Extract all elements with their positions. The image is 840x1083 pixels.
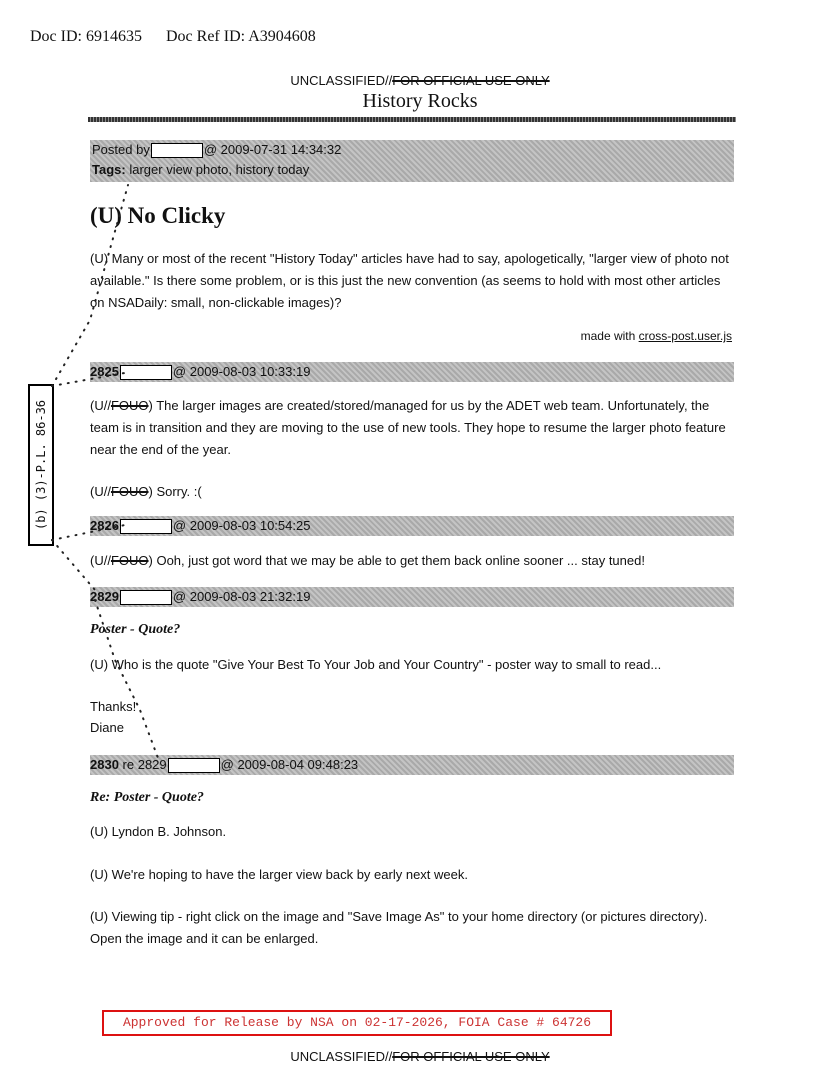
fouo-struck: FOUO [110, 398, 149, 413]
classification-prefix: UNCLASSIFIED// [290, 1049, 393, 1064]
post-timestamp: @ 2009-07-31 14:34:32 [203, 142, 342, 157]
blog-title: History Rocks [362, 90, 478, 112]
pointer-line [52, 185, 128, 386]
cross-post-link[interactable]: cross-post.user.js [638, 329, 732, 343]
reply-to: re 2829 [122, 757, 167, 772]
marking-prefix: (U// [90, 484, 111, 499]
doc-id: Doc ID: 6914635 [30, 28, 142, 45]
pointer-line [52, 525, 125, 540]
post-heading: (U) No Clicky [90, 203, 226, 228]
fouo-struck: FOUO [110, 553, 149, 568]
posted-by-label: Posted by [92, 142, 150, 157]
comment-2830-para2: (U) We're hoping to have the larger view back by early next week. [90, 867, 468, 882]
comment-timestamp: @ 2009-08-04 09:48:23 [220, 757, 359, 772]
marking-prefix: (U// [90, 398, 111, 413]
post-body: (U) Many or most of the recent "History Today" articles have had to say, apologetically, "larger view of photo not available." Is there some problem, or is this just the new convention (as seems to hold with most other articles on NSADaily: small, non-clickable images)? [90, 251, 729, 310]
comment-id: 2825 [90, 364, 119, 379]
classification-struck: FOR OFFICIAL USE ONLY [392, 1049, 550, 1064]
comment-id: 2826 [90, 518, 119, 533]
classification-bottom [0, 1049, 840, 1064]
comment-text: ) Ooh, just got word that we may be able to get them back online sooner ... stay tuned! [148, 553, 645, 568]
classification-prefix: UNCLASSIFIED// [290, 73, 393, 88]
comment-id: 2829 [90, 589, 119, 604]
comment-2829-signature: Diane [90, 720, 124, 735]
fouo-struck: FOUO [110, 484, 149, 499]
release-stamp: Approved for Release by NSA on 02-17-2026, FOIA Case # 64726 [102, 1010, 612, 1036]
comment-text: ) Sorry. :( [148, 484, 202, 499]
tags-label: Tags: [92, 162, 126, 177]
comment-2830-para1: (U) Lyndon B. Johnson. [90, 824, 227, 839]
comment-text: ) The larger images are created/stored/managed for us by the ADET web team. Unfortunately, the team is in transition and they are moving to the use of new tools. They hope to resume the larger photo feature near the end of the year. [90, 398, 726, 457]
comment-timestamp: @ 2009-08-03 21:32:19 [172, 589, 311, 604]
pointer-line [52, 540, 95, 590]
comment-2829-subject: Poster - Quote? [90, 622, 181, 637]
comment-timestamp: @ 2009-08-03 10:33:19 [172, 364, 311, 379]
comment-id: 2830 [90, 757, 119, 772]
comment-timestamp: @ 2009-08-03 10:54:25 [172, 518, 311, 533]
exemption-text: (b) (3)-P.L. 86-36 [34, 399, 48, 531]
doc-ref-id: Doc Ref ID: A3904608 [165, 28, 316, 45]
comment-2829-body: (U) Who is the quote "Give Your Best To Your Job and Your Country" - poster way to small to read... [90, 657, 662, 672]
tags-list[interactable]: larger view photo, history today [129, 162, 310, 177]
comment-2829-thanks: Thanks! [90, 699, 137, 714]
comment-2830-subject: Re: Poster - Quote? [90, 790, 204, 805]
made-with-label: made with [580, 329, 639, 343]
pointer-line [52, 372, 130, 386]
pointer-line [95, 600, 158, 758]
comment-2830-para3: (U) Viewing tip - right click on the image and "Save Image As" to your home directory (or pictures directory). Open the image and it can be enlarged. [90, 909, 708, 946]
classification-struck: FOR OFFICIAL USE ONLY [392, 73, 550, 88]
marking-prefix: (U// [90, 553, 111, 568]
